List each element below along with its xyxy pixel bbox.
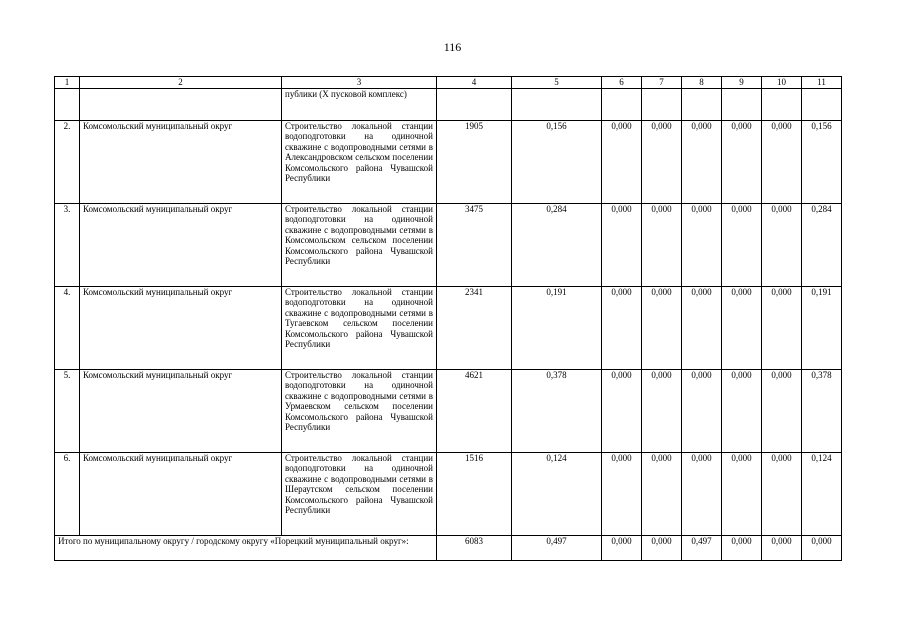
total-value-cell: 0,000 (802, 536, 842, 561)
header-cell: 7 (642, 77, 682, 89)
header-cell: 2 (80, 77, 282, 89)
description-cell: Строительство локальной станции водоподготовки на одиночной скважине с водопроводными сетями в Урмаевском сельском поселении Комсомольского района Чувашской Республики (282, 370, 437, 453)
row-number-cell: 2. (55, 121, 80, 204)
value-cell: 0,000 (762, 453, 802, 536)
value-cell: 0,000 (722, 453, 762, 536)
value-cell: 0,124 (802, 453, 842, 536)
value-cell: 0,156 (512, 121, 602, 204)
total-value-cell: 0,000 (722, 536, 762, 561)
value-cell: 3475 (437, 204, 512, 287)
value-cell: 0,284 (802, 204, 842, 287)
description-cell: Строительство локальной станции водоподготовки на одиночной скважине с водопроводными сетями в Комсомольском сельском поселении Комсомольского района Чувашской Республики (282, 204, 437, 287)
value-cell (802, 89, 842, 121)
data-table (54, 76, 842, 561)
value-cell (722, 89, 762, 121)
value-cell: 0,000 (722, 121, 762, 204)
value-cell: 0,124 (512, 453, 602, 536)
value-cell: 0,000 (762, 204, 802, 287)
value-cell: 0,000 (722, 370, 762, 453)
table-row (55, 121, 842, 204)
header-cell: 4 (437, 77, 512, 89)
description-cell: публики (X пусковой комплекс) (282, 89, 437, 121)
table-row (55, 204, 842, 287)
value-cell: 1516 (437, 453, 512, 536)
row-number-cell: 3. (55, 204, 80, 287)
value-cell: 0,000 (642, 204, 682, 287)
row-number-cell (55, 89, 80, 121)
district-cell: Комсомольский муниципальный округ (80, 121, 282, 204)
district-cell: Комсомольский муниципальный округ (80, 204, 282, 287)
description-cell: Строительство локальной станции водоподготовки на одиночной скважине с водопроводными сетями в Тугаевском сельском поселении Комсомольского района Чувашской Республики (282, 287, 437, 370)
value-cell: 0,000 (762, 121, 802, 204)
value-cell: 0,000 (762, 370, 802, 453)
total-value-cell: 0,000 (602, 536, 642, 561)
value-cell: 0,000 (642, 453, 682, 536)
value-cell: 4621 (437, 370, 512, 453)
value-cell: 0,000 (722, 204, 762, 287)
value-cell (642, 89, 682, 121)
value-cell (602, 89, 642, 121)
value-cell (762, 89, 802, 121)
value-cell: 0,284 (512, 204, 602, 287)
value-cell: 0,000 (642, 287, 682, 370)
value-cell: 0,000 (602, 287, 642, 370)
total-value-cell: 6083 (437, 536, 512, 561)
table-row (55, 453, 842, 536)
value-cell: 0,191 (802, 287, 842, 370)
value-cell (682, 89, 722, 121)
table-row-continuation (55, 89, 842, 121)
header-cell: 1 (55, 77, 80, 89)
page-number: 116 (443, 40, 462, 54)
value-cell (437, 89, 512, 121)
district-cell: Комсомольский муниципальный округ (80, 370, 282, 453)
total-value-cell: 0,497 (682, 536, 722, 561)
value-cell: 0,000 (642, 121, 682, 204)
district-cell: Комсомольский муниципальный округ (80, 453, 282, 536)
description-cell: Строительство локальной станции водоподготовки на одиночной скважине с водопроводными сетями в Шераутском сельском поселении Комсомольского района Чувашской Республики (282, 453, 437, 536)
header-cell: 11 (802, 77, 842, 89)
header-cell: 3 (282, 77, 437, 89)
district-cell: Комсомольский муниципальный округ (80, 287, 282, 370)
total-row (55, 536, 842, 561)
value-cell: 0,000 (682, 121, 722, 204)
value-cell: 0,000 (642, 370, 682, 453)
total-value-cell: 0,497 (512, 536, 602, 561)
value-cell: 2341 (437, 287, 512, 370)
header-cell: 5 (512, 77, 602, 89)
table-row (55, 370, 842, 453)
value-cell: 0,000 (682, 453, 722, 536)
value-cell: 0,000 (602, 121, 642, 204)
column-number-header-row (55, 77, 842, 89)
total-label-cell: Итого по муниципальному округу / городскому округу «Порецкий муниципальный округ»: (55, 536, 437, 561)
value-cell: 0,191 (512, 287, 602, 370)
value-cell: 0,000 (722, 287, 762, 370)
value-cell: 0,378 (802, 370, 842, 453)
header-cell: 9 (722, 77, 762, 89)
total-value-cell: 0,000 (642, 536, 682, 561)
table-row (55, 287, 842, 370)
value-cell: 0,000 (602, 453, 642, 536)
value-cell: 0,000 (682, 287, 722, 370)
total-value-cell: 0,000 (762, 536, 802, 561)
value-cell: 0,000 (602, 370, 642, 453)
value-cell: 1905 (437, 121, 512, 204)
value-cell: 0,156 (802, 121, 842, 204)
row-number-cell: 4. (55, 287, 80, 370)
value-cell (512, 89, 602, 121)
value-cell: 0,378 (512, 370, 602, 453)
header-cell: 10 (762, 77, 802, 89)
district-cell (80, 89, 282, 121)
value-cell: 0,000 (682, 370, 722, 453)
value-cell: 0,000 (762, 287, 802, 370)
description-cell: Строительство локальной станции водоподготовки на одиночной скважине с водопроводными сетями в Александровском сельском поселении Комсомольского района Чувашской Республики (282, 121, 437, 204)
value-cell: 0,000 (682, 204, 722, 287)
row-number-cell: 5. (55, 370, 80, 453)
row-number-cell: 6. (55, 453, 80, 536)
header-cell: 6 (602, 77, 642, 89)
value-cell: 0,000 (602, 204, 642, 287)
header-cell: 8 (682, 77, 722, 89)
